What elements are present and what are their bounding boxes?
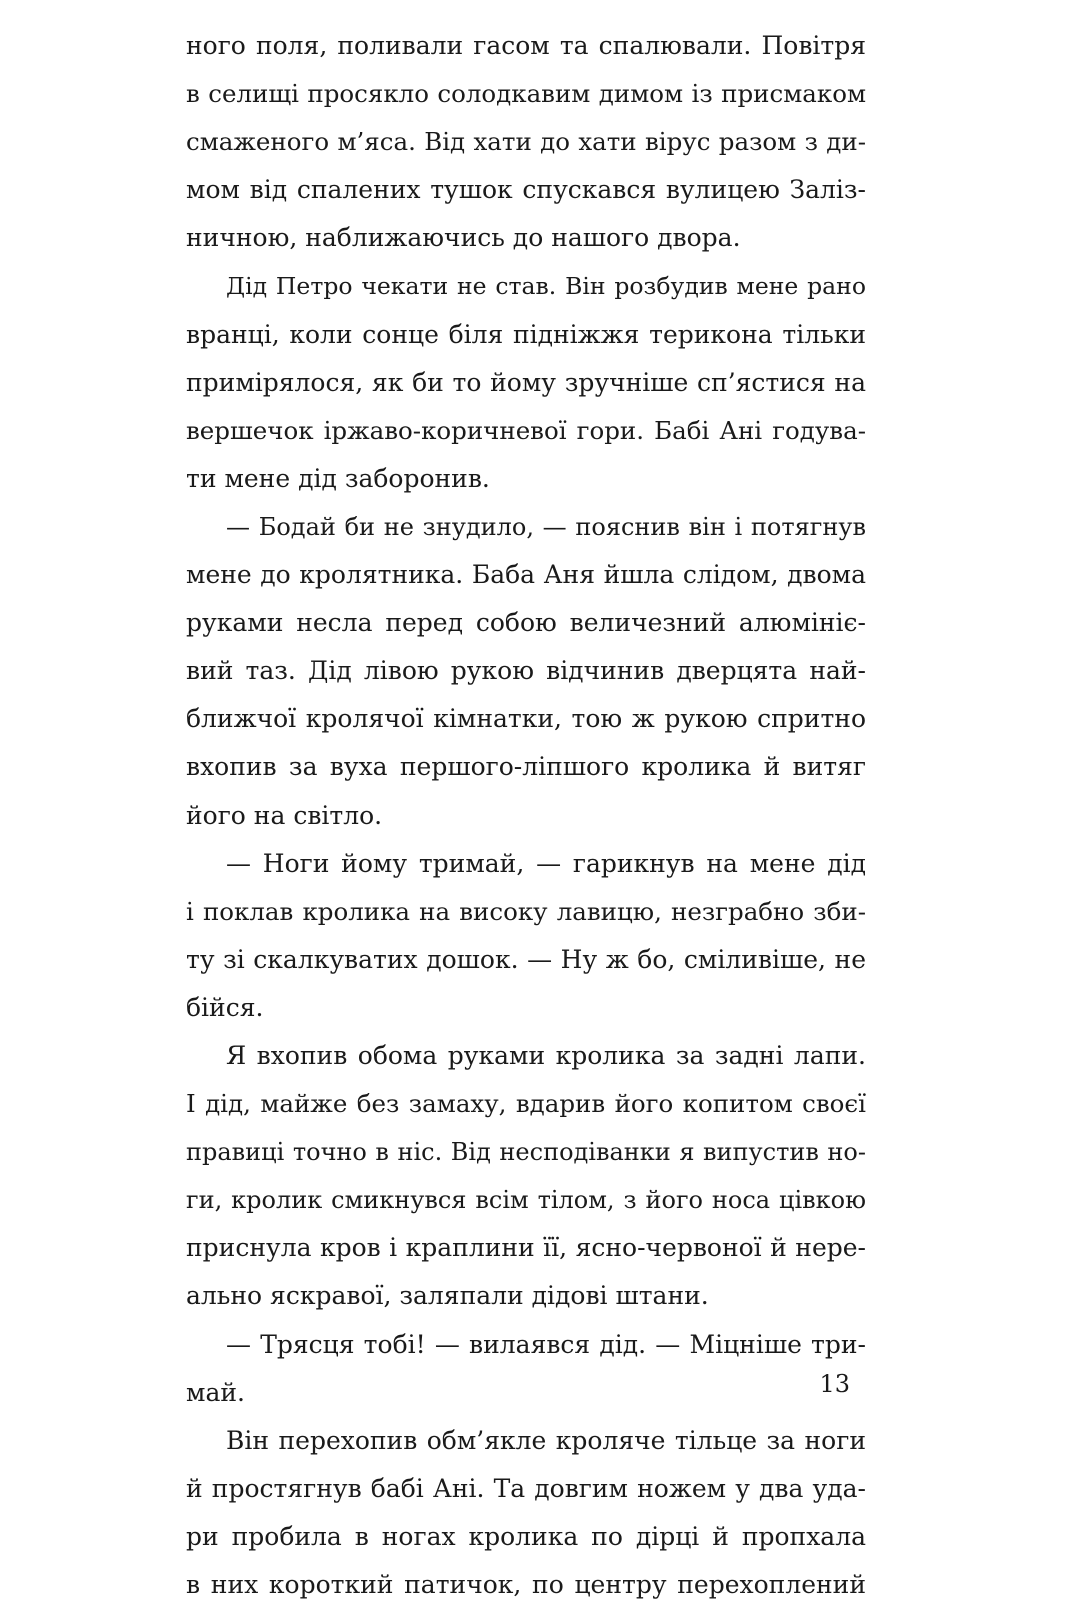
text-line: правиці точно в ніс. Від несподіванки я випустив но- [186, 1138, 866, 1167]
text-line: смаженого м’яса. Від хати до хати вірус разом з ди- [186, 127, 866, 157]
text-line: вхопив за вуха першого-ліпшого кролика й витяг [186, 752, 866, 782]
text-line: ри пробила в ногах кролика по дірці й пропхала [186, 1521, 866, 1551]
text-line: мом від спалених тушок спускався вулицею Заліз- [186, 175, 866, 205]
text-line: вранці, коли сонце біля підніжжя терикона тільки [186, 319, 866, 349]
paragraph-first-line: — Трясця тобі! — вилаявся дід. — Міцніше три- [226, 1329, 866, 1359]
text-line: ближчої кролячої кімнатки, тою ж рукою спритно [186, 704, 866, 734]
text-line: в них короткий патичок, по центру перехоплений [186, 1570, 866, 1599]
body-text [186, 22, 866, 1609]
text-line: ально яскравої, заляпали дідові штани. [186, 1281, 709, 1311]
text-line: вершечок іржаво-коричневої гори. Бабі Ані годува- [186, 415, 866, 445]
paragraph-first-line: Він перехопив обм’якле кроляче тільце за ноги [226, 1425, 866, 1455]
text-line: в селищі просякло солодкавим димом із присмаком [186, 79, 866, 109]
text-line: ничною, наближаючись до нашого двора. [186, 223, 741, 253]
paragraph-first-line: — Бодай би не знудило, — пояснив він і потягнув [226, 512, 866, 541]
text-line: його на світло. [186, 800, 383, 830]
text-line: май. [186, 1377, 245, 1407]
text-line: приснула кров і краплини її, ясно-червоної й нере- [186, 1233, 866, 1263]
text-line: вий таз. Дід лівою рукою відчинив дверцята най- [186, 656, 866, 686]
text-line: бійся. [186, 992, 264, 1022]
text-line: й простягнув бабі Ані. Та довгим ножем у два уда- [186, 1473, 866, 1503]
page-number: 13 [819, 1370, 850, 1398]
text-line: ту зі скалкуватих дошок. — Ну ж бо, сміливіше, не [186, 944, 866, 974]
text-line: ги, кролик смикнувся всім тілом, з його носа цівкою [186, 1186, 866, 1215]
text-line: і поклав кролика на високу лавицю, незграбно зби- [186, 896, 866, 926]
text-line: примірялося, як би то йому зручніше сп’ястися на [186, 367, 866, 397]
text-line: руками несла перед собою величезний алюмініє- [186, 608, 866, 638]
paragraph-first-line: Дід Петро чекати не став. Він розбудив мене рано [226, 272, 866, 301]
paragraph-first-line: — Ноги йому тримай, — гарикнув на мене дід [226, 848, 866, 878]
text-line: ти мене дід заборонив. [186, 463, 490, 493]
text-line: ного поля, поливали гасом та спалювали. Повітря [186, 31, 866, 60]
text-line: І дід, майже без замаху, вдарив його копитом своєї [186, 1089, 866, 1119]
paragraph-first-line: Я вхопив обома руками кролика за задні лапи. [226, 1040, 866, 1070]
text-line: мене до кролятника. Баба Аня йшла слідом, двома [186, 560, 866, 590]
